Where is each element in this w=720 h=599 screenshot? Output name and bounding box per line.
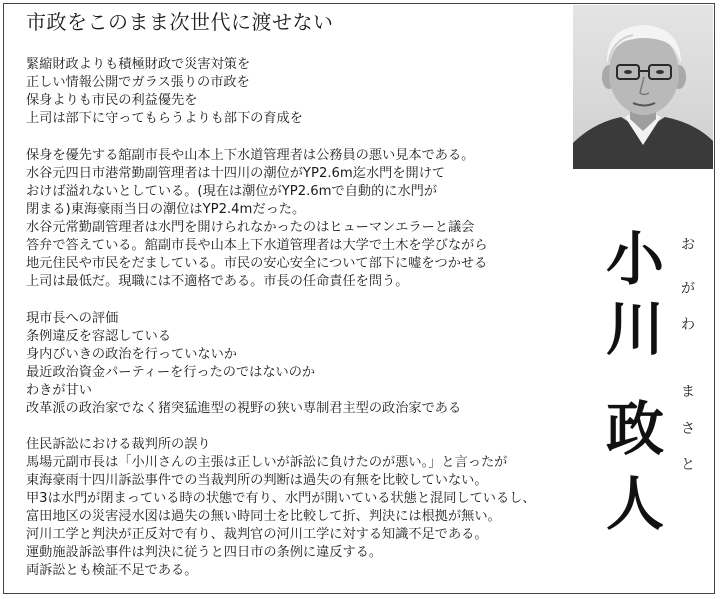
name-char-to: 人 <box>606 470 665 538</box>
name-char-ko: 小 <box>606 225 665 293</box>
flood-line: 上司は最低だ。現職には不適格である。市長の任命責任を問う。 <box>26 274 409 289</box>
flood-line: 地元住民や市民をだましている。市民の安心安全について部下に嘘をつかせる <box>26 256 488 271</box>
court-section <box>26 436 536 580</box>
slogan-line: 正しい情報公開でガラス張りの市政を <box>26 75 250 90</box>
flood-line: 水谷元常勤副管理者は水門を開けられなかったのはヒューマンエラーと議会 <box>26 220 475 235</box>
candidate-portrait <box>573 5 713 169</box>
flood-line: 閉まる)東海豪雨当日の潮位はYP2.4mだった。 <box>26 202 306 217</box>
furigana-wa: わ <box>681 317 695 333</box>
furigana-o: お <box>681 237 695 253</box>
court-line: 運動施設訴訟事件は判決に従うと四日市の条例に違反する。 <box>26 545 383 560</box>
flood-line: 水谷元四日市港常勤副管理者は十四川の潮位がYP2.6m迄水門を開けて <box>26 166 446 181</box>
flood-line: 答弁で答えている。舘副市長や山本上下水道管理者は大学で土木を学びながら <box>26 238 488 253</box>
mayor-line: 条例違反を容認している <box>26 329 172 344</box>
mayor-line: わきが甘い <box>26 383 92 398</box>
court-line: 河川工学と判決が正反対で有り、裁判官の河川工学に対する知識不足である。 <box>26 527 488 542</box>
court-line: 甲3は水門が閉まっている時の状態で有り、水門が開いている状態と混同しているし、 <box>26 491 536 506</box>
slogan-line: 保身よりも市民の利益優先を <box>26 93 198 108</box>
furigana-ga: が <box>681 281 695 297</box>
furigana-to: と <box>681 457 695 473</box>
court-line: 富田地区の災害浸水図は過失の無い時同士を比較して折、判決には根拠が無い。 <box>26 509 501 524</box>
flood-section <box>26 147 488 291</box>
court-line: 馬場元副市長は「小川さんの主張は正しいが訴訟に負けたのが悪い。」と言ったが <box>26 455 508 470</box>
flood-line: 保身を優先する舘副市長や山本上下水道管理者は公務員の悪い見本である。 <box>26 148 475 163</box>
slogan-line: 上司は部下に守ってもらうよりも部下の育成を <box>26 111 303 126</box>
mayor-line: 改革派の政治家でなく猪突猛進型の視野の狭い専制君主型の政治家である <box>26 401 462 416</box>
mayor-line: 身内びいきの政治を行っていないか <box>26 347 237 362</box>
furigana-sa: さ <box>681 421 695 437</box>
flood-line: おけば溢れないとしている。(現在は潮位がYP2.6mで自動的に水門が <box>26 184 438 199</box>
name-char-gawa: 川 <box>606 295 665 363</box>
mayor-line: 最近政治資金パーティーを行ったのではないのか <box>26 365 316 380</box>
headline: 市政をこのまま次世代に渡せない <box>26 10 334 34</box>
mayor-section-heading: 現市長への評価 <box>26 311 119 326</box>
court-line: 東海豪雨十四川訴訟事件での当裁判所の判断は過失の有無を比較していない。 <box>26 473 488 488</box>
court-section-heading: 住民訴訟における裁判所の誤り <box>26 437 211 452</box>
mayor-evaluation-section <box>26 310 461 418</box>
furigana-ma: ま <box>681 384 695 400</box>
slogan-line: 緊縮財政よりも積極財政で災害対策を <box>26 57 251 72</box>
name-char-masa: 政 <box>606 395 665 463</box>
court-line: 両訴訟とも検証不足である。 <box>26 563 198 578</box>
slogan-list <box>26 56 303 128</box>
